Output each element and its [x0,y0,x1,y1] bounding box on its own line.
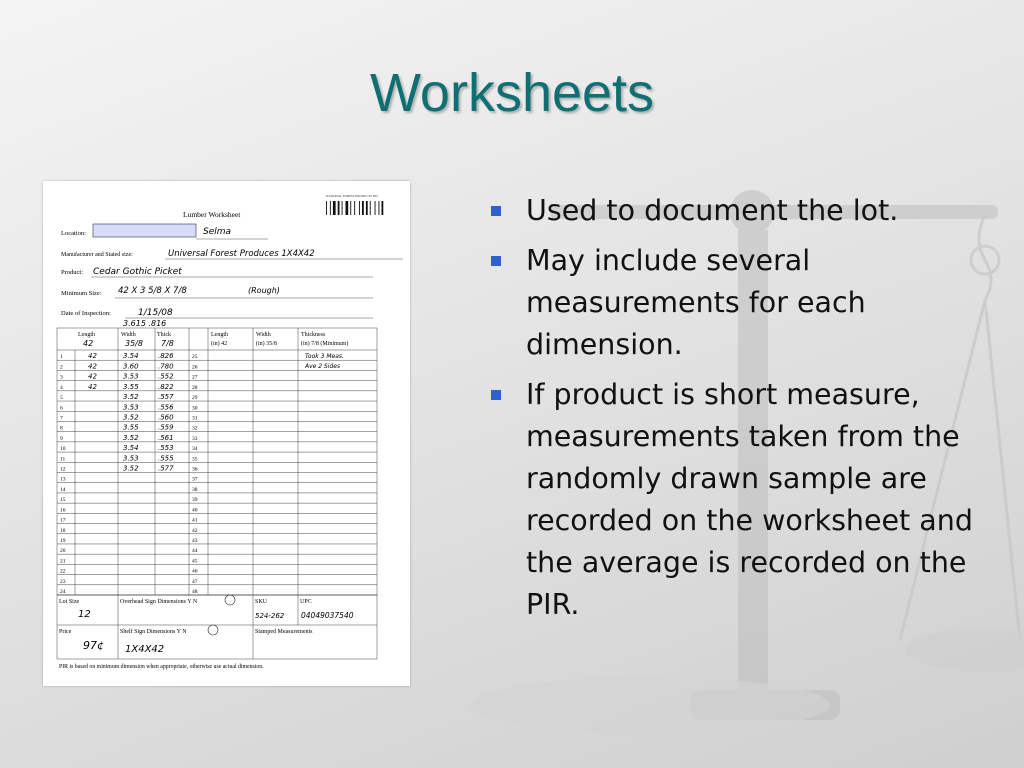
row-number: 33 [192,435,198,442]
lumber-worksheet-image [43,181,410,686]
row-number: 27 [192,374,198,381]
svg-text:NATIONAL FOREST PRODUCTS INC: NATIONAL FOREST PRODUCTS INC [326,194,379,198]
width-cell: 3.53 [123,454,139,463]
barcode [326,194,383,215]
price-value: 97¢ [83,639,104,652]
date-value: 1/15/08 [138,308,173,318]
thick-cell: .559 [158,423,174,432]
row-number: 46 [192,568,198,575]
svg-text:(in) 7/8 (Minimum): (in) 7/8 (Minimum) [301,341,349,347]
row-number: 16 [60,507,66,514]
upc-label: UPC [300,599,312,605]
row-number: 37 [192,476,198,483]
row-number: 28 [192,384,198,391]
width-cell: 3.55 [123,423,139,432]
width-cell: 3.53 [123,372,139,381]
row-number: 42 [192,527,198,534]
price-label: Price [59,629,72,635]
bullet-item-2: May include several measurements for each dimension. [488,240,988,366]
row-number: 12 [60,466,66,473]
row-number: 8 [60,425,63,432]
row-number: 35 [192,456,198,463]
row-number: 10 [60,446,66,453]
width-cell: 3.55 [123,382,139,391]
row-number: 44 [192,548,198,555]
length-cell: 42 [88,352,97,361]
svg-text:Length: Length [211,332,228,338]
worksheet-footer: PIR is based on minimum dimension when appropriate, otherwise use actual dimension. [59,664,264,670]
length-cell: 42 [88,382,97,391]
lot-size-label: Lot Size [59,599,80,605]
row-number: 5 [60,395,63,402]
svg-text:Thick: Thick [157,332,171,338]
overhead-label: Overhead Sign Dimensions Y N [120,599,198,605]
row-number: 48 [192,589,198,595]
row-number: 20 [60,548,66,555]
row-number: 9 [60,435,63,442]
sku-label: SKU [255,599,268,605]
location-redaction-box [93,224,196,237]
thick-cell: .553 [158,444,174,453]
row-number: 31 [192,415,198,422]
thick-cell: .561 [158,433,174,442]
date-label: Date of Inspection: [61,310,111,317]
svg-text:Width: Width [256,332,271,338]
row-number: 38 [192,486,198,493]
row-number: 22 [60,568,66,575]
minsize-note: (Rough) [248,286,280,295]
row-number: 47 [192,578,198,585]
row-number: 25 [192,354,198,361]
square-bullet-icon [491,206,501,216]
slide-title: Worksheets [369,63,655,123]
location-label: Location: [61,230,86,237]
shelf-value: 1X4X42 [125,644,165,655]
width-cell: 3.52 [123,433,139,442]
worksheet-title: Lumber Worksheet [183,210,241,219]
thick-cell: .552 [158,372,174,381]
row-number: 3 [60,374,63,381]
row-number: 21 [60,558,66,565]
shelf-label: Shelf Sign Dimensions Y N [120,629,187,635]
bullet-item-3: If product is short measure, measurements taken from the randomly drawn sample are recorded on the worksheet and the average is recorded on the PIR. [488,374,988,626]
lot-size-value: 12 [78,609,91,620]
width-cell: 3.52 [123,413,139,422]
manufacturer-value: Universal Forest Produces 1X4X42 [168,249,315,259]
row-number: 29 [192,395,198,402]
row-number: 11 [60,456,66,463]
product-label: Product: [61,269,84,276]
sku-value: 524-262 [255,612,285,620]
bullet-list [488,190,988,634]
svg-text:Width: Width [121,332,136,338]
table-headers [78,332,348,348]
length-cell: 42 [88,372,97,381]
manufacturer-label: Manufacturer and Stated size: [61,252,133,258]
row-number: 17 [60,517,66,524]
location-value: Selma [203,227,232,237]
row-number: 4 [60,384,63,391]
width-cell: 3.53 [123,403,139,412]
thick-cell: .560 [158,413,174,422]
width-cell: 3.54 [123,352,139,361]
width-cell: 3.52 [123,393,139,402]
upc-value: 04049037540 [301,611,354,620]
square-bullet-icon [491,256,501,266]
bullet-item-1: Used to document the lot. [488,190,988,232]
row-number: 32 [192,425,198,432]
thick-cell: .557 [158,393,174,402]
row-number: 1 [60,354,63,361]
row-number: 26 [192,364,198,371]
product-value: Cedar Gothic Picket [93,267,182,277]
row-number: 43 [192,537,198,544]
row-number: 45 [192,558,198,565]
svg-text:Length: Length [78,332,95,338]
row-number: 30 [192,405,198,412]
row-number: 18 [60,527,66,534]
row-number: 41 [192,517,198,524]
row-number: 39 [192,497,198,504]
row-number: 19 [60,537,66,544]
width-cell: 3.54 [123,444,139,453]
row-number: 14 [60,486,66,493]
row-number: 34 [192,446,198,453]
avg-note: 3.615 .816 [123,319,167,328]
svg-text:(in) 35/8: (in) 35/8 [256,341,277,347]
row-number: 15 [60,497,66,504]
svg-text:42: 42 [83,339,94,348]
length-cell: 42 [88,362,97,371]
svg-text:Thickness: Thickness [301,332,326,338]
square-bullet-icon [491,390,501,400]
row-number: 7 [60,415,63,422]
minsize-label: Minimum Size: [61,290,102,297]
thick-cell: .780 [158,362,174,371]
row-number: 2 [60,364,63,371]
thick-cell: .577 [158,464,174,473]
thick-cell: .822 [158,382,174,391]
svg-text:(in) 42: (in) 42 [211,341,228,347]
side-note-2: Ave 2 Sides [305,363,341,370]
row-number: 24 [60,589,66,595]
row-number: 40 [192,507,198,514]
thick-cell: .826 [158,352,174,361]
table-rows [60,352,198,595]
row-number: 23 [60,578,66,585]
row-number: 36 [192,466,198,473]
thick-cell: .555 [158,454,174,463]
svg-text:7/8: 7/8 [161,339,174,348]
width-cell: 3.52 [123,464,139,473]
side-note-1: Took 3 Meas. [305,353,344,360]
width-cell: 3.60 [123,362,139,371]
thick-cell: .556 [158,403,174,412]
row-number: 13 [60,476,66,483]
row-number: 6 [60,405,63,412]
svg-text:35/8: 35/8 [125,339,143,348]
stamped-label: Stamped Measurements [255,629,313,635]
minsize-value: 42 X 3 5/8 X 7/8 [118,286,187,296]
